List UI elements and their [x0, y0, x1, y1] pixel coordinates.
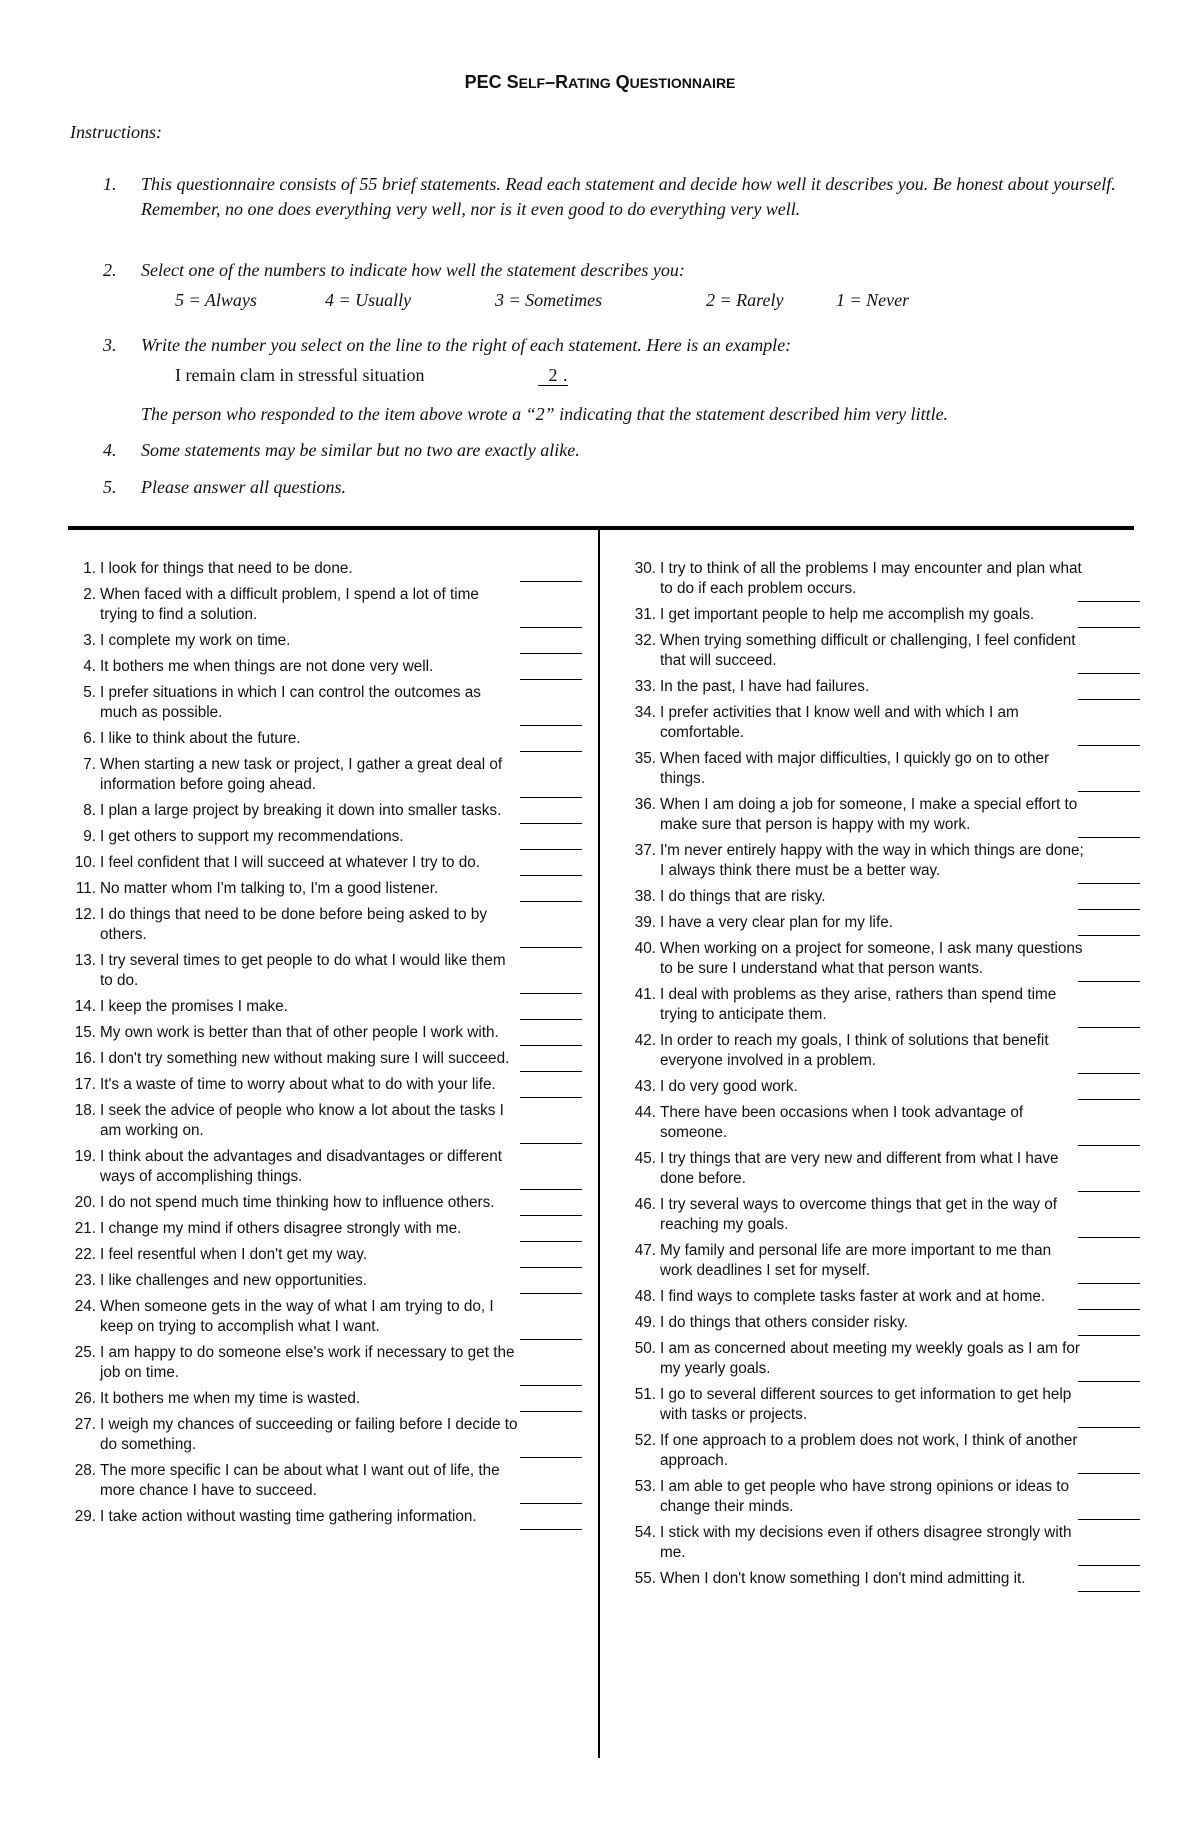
- answer-line[interactable]: [1078, 1335, 1140, 1336]
- statement-text: I try things that are very new and different from what I have done before.: [660, 1150, 1059, 1187]
- statement-text: I keep the promises I make.: [100, 998, 288, 1015]
- statement-text: I try several times to get people to do what I would like them to do.: [100, 952, 506, 989]
- statement-number: 47.: [634, 1242, 656, 1259]
- statement-item: [622, 1523, 1142, 1563]
- statement-number: 29.: [74, 1508, 96, 1525]
- answer-line[interactable]: [1078, 981, 1140, 982]
- statement-item: [62, 1101, 582, 1141]
- statement-number: 28.: [74, 1462, 96, 1479]
- statement-item: [62, 1271, 582, 1291]
- statement-text: I like to think about the future.: [100, 730, 301, 747]
- answer-line[interactable]: [1078, 1591, 1140, 1592]
- statement-item: [622, 1149, 1142, 1189]
- statements-column-right: [622, 559, 1142, 1595]
- example-note: The person who responded to the item above wrote a “2” indicating that the statement described him very little.: [141, 404, 949, 424]
- answer-line[interactable]: [520, 1503, 582, 1504]
- answer-line[interactable]: [520, 653, 582, 654]
- statement-number: 52.: [634, 1432, 656, 1449]
- statements-column-left: [62, 559, 582, 1533]
- statement-item: [62, 683, 582, 723]
- example-answer: 2: [538, 365, 568, 386]
- statement-number: 21.: [74, 1220, 96, 1237]
- statement-item: [622, 1431, 1142, 1471]
- answer-line[interactable]: [520, 1215, 582, 1216]
- statement-text: In order to reach my goals, I think of solutions that benefit everyone involved in a problem.: [660, 1032, 1049, 1069]
- statement-item: [62, 801, 582, 821]
- answer-line[interactable]: [1078, 673, 1140, 674]
- statement-item: [622, 985, 1142, 1025]
- answer-line[interactable]: [1078, 1283, 1140, 1284]
- statement-text: I do things that are risky.: [660, 888, 826, 905]
- statement-number: 48.: [634, 1288, 656, 1305]
- statement-number: 46.: [634, 1196, 656, 1213]
- instruction-text: Write the number you select on the line to the right of each statement. Here is an example:: [141, 335, 792, 355]
- statement-number: 25.: [74, 1344, 96, 1361]
- answer-line[interactable]: [520, 797, 582, 798]
- answer-line[interactable]: [520, 1529, 582, 1530]
- statement-text: I find ways to complete tasks faster at work and at home.: [660, 1288, 1046, 1305]
- statement-number: 17.: [74, 1076, 96, 1093]
- answer-line[interactable]: [520, 1045, 582, 1046]
- scale-usually: 4 = Usually: [325, 290, 412, 310]
- statement-number: 35.: [634, 750, 656, 767]
- statement-number: 53.: [634, 1478, 656, 1495]
- statement-item: [62, 1343, 582, 1383]
- instruction-text: This questionnaire consists of 55 brief statements. Read each statement and decide how well it describes you. Be honest about yourself. Remember, no one does everything very well, nor is it even good to do everything very well.: [141, 174, 1116, 219]
- statement-item: [62, 1245, 582, 1265]
- statement-number: 54.: [634, 1524, 656, 1541]
- statement-text: No matter whom I'm talking to, I'm a good listener.: [100, 880, 439, 897]
- statement-text: When faced with a difficult problem, I spend a lot of time trying to find a solution.: [100, 586, 479, 623]
- statement-text: I am happy to do someone else's work if necessary to get the job on time.: [100, 1344, 515, 1381]
- statement-text: I do not spend much time thinking how to influence others.: [100, 1194, 495, 1211]
- title-part: ATING: [568, 75, 611, 91]
- statement-text: I think about the advantages and disadvantages or different ways of accomplishing things.: [100, 1148, 502, 1185]
- answer-line[interactable]: [520, 993, 582, 994]
- title-part: UESTIONNAIRE: [629, 75, 736, 91]
- statement-text: When faced with major difficulties, I quickly go on to other things.: [660, 750, 1050, 787]
- statement-text: I seek the advice of people who know a lot about the tasks I am working on.: [100, 1102, 504, 1139]
- instruction-text: Select one of the numbers to indicate how well the statement describes you:: [141, 260, 685, 280]
- statement-item: [62, 879, 582, 899]
- answer-line[interactable]: [1078, 699, 1140, 700]
- statement-text: I prefer situations in which I can control the outcomes as much as possible.: [100, 684, 481, 721]
- answer-line[interactable]: [1078, 1309, 1140, 1310]
- statement-number: 6.: [83, 730, 96, 747]
- statement-item: [622, 913, 1142, 933]
- answer-line[interactable]: [1078, 1191, 1140, 1192]
- statement-text: I am able to get people who have strong opinions or ideas to change their minds.: [660, 1478, 1070, 1515]
- answer-line[interactable]: [520, 875, 582, 876]
- statement-item: [62, 585, 582, 625]
- statement-item: [622, 1477, 1142, 1517]
- answer-line[interactable]: [1078, 909, 1140, 910]
- answer-line[interactable]: [1078, 791, 1140, 792]
- statement-text: I feel resentful when I don't get my way.: [100, 1246, 368, 1263]
- statement-item: [62, 729, 582, 749]
- answer-line[interactable]: [520, 725, 582, 726]
- answer-line[interactable]: [520, 1293, 582, 1294]
- statement-number: 22.: [74, 1246, 96, 1263]
- statement-number: 38.: [634, 888, 656, 905]
- statement-text: I weigh my chances of succeeding or failing before I decide to do something.: [100, 1416, 518, 1453]
- statement-item: [622, 749, 1142, 789]
- statement-item: [62, 559, 582, 579]
- statement-item: [62, 827, 582, 847]
- statement-number: 44.: [634, 1104, 656, 1121]
- answer-line[interactable]: [1078, 601, 1140, 602]
- statement-text: It bothers me when my time is wasted.: [100, 1390, 361, 1407]
- statement-text: I am as concerned about meeting my weekly goals as I am for my yearly goals.: [660, 1340, 1081, 1377]
- statement-number: 24.: [74, 1298, 96, 1315]
- statement-number: 9.: [83, 828, 96, 845]
- statement-text: I'm never entirely happy with the way in which things are done; I always think there must be a better way.: [660, 842, 1084, 879]
- statement-item: [62, 1461, 582, 1501]
- statement-text: I change my mind if others disagree strongly with me.: [100, 1220, 462, 1237]
- statement-text: My family and personal life are more important to me than work deadlines I set for myself.: [660, 1242, 1052, 1279]
- statement-number: 33.: [634, 678, 656, 695]
- instruction-number: 1.: [103, 174, 117, 194]
- answer-line[interactable]: [520, 1189, 582, 1190]
- statement-item: [62, 631, 582, 651]
- example-statement: I remain clam in stressful situation: [175, 365, 425, 385]
- statement-number: 36.: [634, 796, 656, 813]
- statement-item: [622, 1569, 1142, 1589]
- statement-text: I have a very clear plan for my life.: [660, 914, 893, 931]
- statement-text: The more specific I can be about what I want out of life, the more chance I have to succeed.: [100, 1462, 500, 1499]
- statement-text: I do very good work.: [660, 1078, 798, 1095]
- answer-line[interactable]: [520, 1097, 582, 1098]
- statement-item: [62, 1075, 582, 1095]
- answer-line[interactable]: [520, 751, 582, 752]
- statement-number: 20.: [74, 1194, 96, 1211]
- answer-line[interactable]: [520, 627, 582, 628]
- statement-item: [62, 657, 582, 677]
- title-part: Q: [610, 72, 630, 92]
- title-part: PEC S: [464, 72, 519, 92]
- statement-number: 34.: [634, 704, 656, 721]
- statement-item: [622, 559, 1142, 599]
- scale-rarely: 2 = Rarely: [706, 290, 784, 310]
- title-part: R: [555, 72, 569, 92]
- statement-item: [622, 1077, 1142, 1097]
- answer-line[interactable]: [520, 947, 582, 948]
- scale-always: 5 = Always: [175, 290, 257, 310]
- example-dot: .: [563, 365, 568, 385]
- statement-text: I do things that others consider risky.: [660, 1314, 908, 1331]
- statement-number: 11.: [75, 880, 96, 897]
- title-part: –: [545, 72, 556, 92]
- instruction-number: 3.: [103, 335, 117, 355]
- answer-line[interactable]: [1078, 1427, 1140, 1428]
- statement-number: 15.: [74, 1024, 96, 1041]
- title-part: ELF: [518, 75, 546, 91]
- instruction-number: 5.: [103, 477, 117, 497]
- statement-text: I don't try something new without making sure I will succeed.: [100, 1050, 510, 1067]
- statement-number: 31.: [634, 606, 656, 623]
- scale-sometimes: 3 = Sometimes: [495, 290, 603, 310]
- statement-number: 1.: [83, 560, 96, 577]
- statement-text: I look for things that need to be done.: [100, 560, 353, 577]
- statement-item: [62, 1193, 582, 1213]
- statement-number: 39.: [634, 914, 656, 931]
- statement-item: [622, 939, 1142, 979]
- answer-line[interactable]: [1078, 1565, 1140, 1566]
- statement-item: [62, 1147, 582, 1187]
- statement-item: [622, 605, 1142, 625]
- statement-item: [622, 1385, 1142, 1425]
- statement-text: I plan a large project by breaking it down into smaller tasks.: [100, 802, 502, 819]
- answer-line[interactable]: [520, 1241, 582, 1242]
- statement-text: I take action without wasting time gathering information.: [100, 1508, 477, 1525]
- answer-line[interactable]: [520, 1411, 582, 1412]
- statement-item: [622, 887, 1142, 907]
- answer-line[interactable]: [520, 901, 582, 902]
- answer-line[interactable]: [1078, 627, 1140, 628]
- statement-number: 26.: [74, 1390, 96, 1407]
- statement-text: I get important people to help me accomplish my goals.: [660, 606, 1035, 623]
- statement-number: 27.: [74, 1416, 96, 1433]
- statement-item: [622, 1031, 1142, 1071]
- statement-number: 42.: [634, 1032, 656, 1049]
- answer-line[interactable]: [1078, 1381, 1140, 1382]
- statement-text: There have been occasions when I took advantage of someone.: [660, 1104, 1024, 1141]
- instruction-text: Some statements may be similar but no two are exactly alike.: [141, 440, 580, 460]
- statement-item: [62, 1415, 582, 1455]
- statement-text: When I am doing a job for someone, I make a special effort to make sure that person is happy with my work.: [660, 796, 1078, 833]
- column-divider: [598, 530, 600, 1758]
- statement-number: 12.: [74, 906, 96, 923]
- statement-item: [62, 1297, 582, 1337]
- statement-item: [622, 841, 1142, 881]
- page-title: [0, 72, 1200, 93]
- statement-text: I do things that need to be done before being asked to by others.: [100, 906, 487, 943]
- statement-text: I complete my work on time.: [100, 632, 291, 649]
- statement-item: [622, 1103, 1142, 1143]
- answer-line[interactable]: [1078, 1519, 1140, 1520]
- statement-item: [622, 1313, 1142, 1333]
- answer-line[interactable]: [520, 1267, 582, 1268]
- statement-text: When I don't know something I don't mind admitting it.: [660, 1570, 1026, 1587]
- statement-text: I get others to support my recommendations.: [100, 828, 404, 845]
- statement-item: [622, 1241, 1142, 1281]
- statement-text: It bothers me when things are not done very well.: [100, 658, 434, 675]
- statement-number: 23.: [74, 1272, 96, 1289]
- statement-number: 55.: [634, 1570, 656, 1587]
- statement-number: 2.: [83, 586, 96, 603]
- answer-line[interactable]: [1078, 883, 1140, 884]
- statement-text: I like challenges and new opportunities.: [100, 1272, 368, 1289]
- statement-text: I deal with problems as they arise, rathers than spend time trying to anticipate them.: [660, 986, 1057, 1023]
- answer-line[interactable]: [1078, 745, 1140, 746]
- statement-number: 30.: [634, 560, 656, 577]
- statement-item: [62, 853, 582, 873]
- statement-text: When starting a new task or project, I gather a great deal of information before going ahead.: [100, 756, 503, 793]
- answer-line[interactable]: [520, 1457, 582, 1458]
- statement-number: 51.: [634, 1386, 656, 1403]
- statement-text: In the past, I have had failures.: [660, 678, 870, 695]
- section-divider: [68, 526, 1134, 530]
- statement-number: 13.: [74, 952, 96, 969]
- statement-item: [62, 905, 582, 945]
- statement-number: 37.: [634, 842, 656, 859]
- statement-number: 4.: [83, 658, 96, 675]
- statement-text: I try to think of all the problems I may encounter and plan what to do if each problem occurs.: [660, 560, 1082, 597]
- instructions-label: Instructions:: [70, 122, 162, 142]
- statement-text: I go to several different sources to get information to get help with tasks or projects.: [660, 1386, 1072, 1423]
- statement-number: 3.: [83, 632, 96, 649]
- statement-number: 5.: [83, 684, 96, 701]
- statement-number: 18.: [74, 1102, 96, 1119]
- statement-number: 50.: [634, 1340, 656, 1357]
- statement-number: 40.: [634, 940, 656, 957]
- answer-line[interactable]: [520, 1143, 582, 1144]
- statement-text: When trying something difficult or challenging, I feel confident that will succeed.: [660, 632, 1076, 669]
- statement-text: I stick with my decisions even if others disagree strongly with me.: [660, 1524, 1072, 1561]
- statement-item: [62, 1507, 582, 1527]
- statement-item: [622, 631, 1142, 671]
- statement-number: 10.: [74, 854, 96, 871]
- answer-line[interactable]: [520, 849, 582, 850]
- answer-line[interactable]: [1078, 1099, 1140, 1100]
- statement-text: I try several ways to overcome things that get in the way of reaching my goals.: [660, 1196, 1058, 1233]
- statement-item: [62, 1389, 582, 1409]
- answer-line[interactable]: [520, 1071, 582, 1072]
- statement-text: If one approach to a problem does not work, I think of another approach.: [660, 1432, 1078, 1469]
- statement-number: 49.: [634, 1314, 656, 1331]
- statement-item: [62, 1023, 582, 1043]
- statement-number: 8.: [83, 802, 96, 819]
- answer-line[interactable]: [1078, 935, 1140, 936]
- answer-line[interactable]: [520, 679, 582, 680]
- statement-item: [622, 703, 1142, 743]
- statement-item: [622, 1287, 1142, 1307]
- answer-line[interactable]: [1078, 1237, 1140, 1238]
- statement-number: 41.: [634, 986, 656, 1003]
- answer-line[interactable]: [520, 1385, 582, 1386]
- statement-item: [622, 1339, 1142, 1379]
- statement-number: 32.: [634, 632, 656, 649]
- statement-number: 14.: [74, 998, 96, 1015]
- statement-number: 7.: [83, 756, 96, 773]
- statement-text: I feel confident that I will succeed at whatever I try to do.: [100, 854, 481, 871]
- statement-item: [622, 677, 1142, 697]
- statement-number: 16.: [74, 1050, 96, 1067]
- instruction-text: Please answer all questions.: [141, 477, 346, 497]
- answer-line[interactable]: [1078, 1073, 1140, 1074]
- answer-line[interactable]: [520, 1019, 582, 1020]
- statement-item: [622, 795, 1142, 835]
- answer-line[interactable]: [1078, 1027, 1140, 1028]
- scale-never: 1 = Never: [836, 290, 910, 310]
- statement-item: [62, 1219, 582, 1239]
- answer-line[interactable]: [520, 581, 582, 582]
- statement-item: [62, 997, 582, 1017]
- statement-text: I prefer activities that I know well and with which I am comfortable.: [660, 704, 1019, 741]
- statement-number: 43.: [634, 1078, 656, 1095]
- statement-item: [62, 1049, 582, 1069]
- answer-line[interactable]: [520, 1339, 582, 1340]
- statement-text: My own work is better than that of other people I work with.: [100, 1024, 499, 1041]
- answer-line[interactable]: [1078, 1145, 1140, 1146]
- instruction-number: 2.: [103, 260, 117, 280]
- answer-line[interactable]: [1078, 1473, 1140, 1474]
- instruction-number: 4.: [103, 440, 117, 460]
- statement-text: When someone gets in the way of what I am trying to do, I keep on trying to accomplish what I want.: [100, 1298, 494, 1335]
- statement-text: When working on a project for someone, I ask many questions to be sure I understand what that person wants.: [660, 940, 1083, 977]
- statement-number: 19.: [74, 1148, 96, 1165]
- answer-line[interactable]: [1078, 837, 1140, 838]
- statement-text: It's a waste of time to worry about what to do with your life.: [100, 1076, 496, 1093]
- statement-item: [622, 1195, 1142, 1235]
- statement-item: [62, 951, 582, 991]
- statement-number: 45.: [634, 1150, 656, 1167]
- statement-item: [62, 755, 582, 795]
- answer-line[interactable]: [520, 823, 582, 824]
